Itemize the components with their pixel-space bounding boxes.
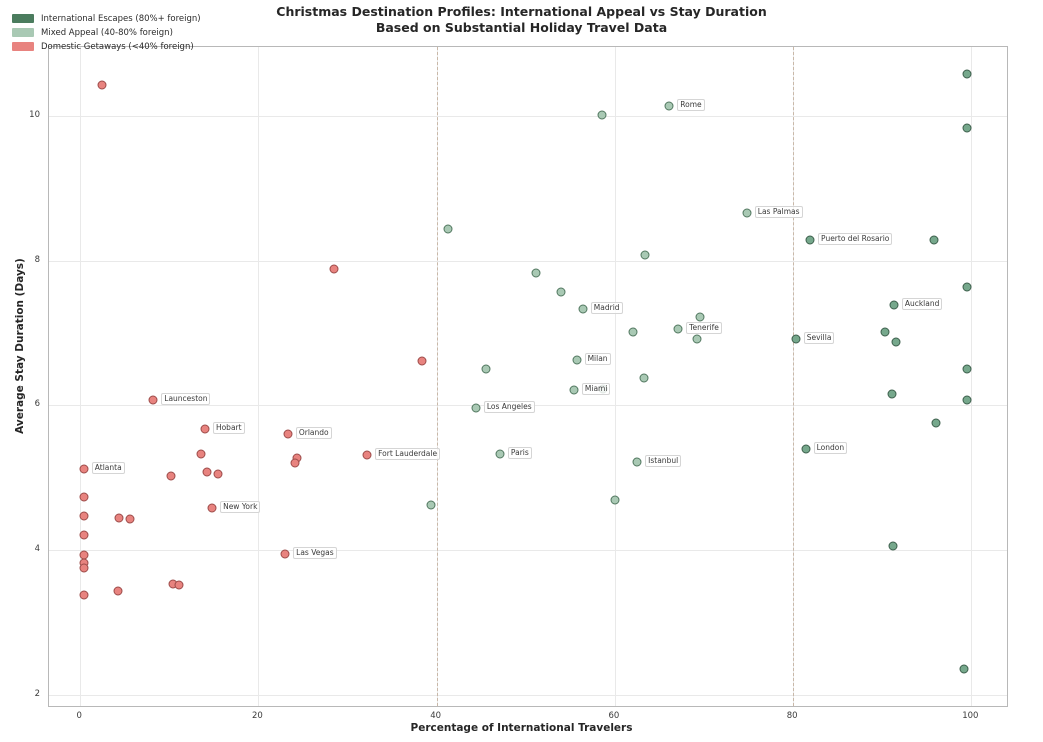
reference-line (793, 47, 794, 706)
scatter-point[interactable] (889, 300, 898, 309)
gridline-horizontal (49, 695, 1007, 696)
reference-line (437, 47, 438, 706)
point-label: Istanbul (645, 455, 681, 467)
scatter-point[interactable] (962, 283, 971, 292)
scatter-point[interactable] (929, 236, 938, 245)
legend-item[interactable] (12, 26, 201, 39)
scatter-point[interactable] (471, 403, 480, 412)
point-label: Atlanta (92, 462, 125, 474)
gridline-vertical (80, 47, 81, 706)
scatter-point[interactable] (962, 69, 971, 78)
scatter-point[interactable] (692, 334, 701, 343)
point-label: Los Angeles (484, 401, 535, 413)
scatter-point[interactable] (290, 459, 299, 468)
x-tick-label: 60 (608, 711, 620, 721)
scatter-point[interactable] (427, 501, 436, 510)
scatter-point[interactable] (633, 457, 642, 466)
scatter-point[interactable] (674, 324, 683, 333)
scatter-point[interactable] (888, 389, 897, 398)
scatter-point[interactable] (283, 429, 292, 438)
gridline-horizontal (49, 261, 1007, 262)
x-tick-label: 20 (252, 711, 263, 721)
scatter-point[interactable] (417, 356, 426, 365)
scatter-point[interactable] (610, 495, 619, 504)
point-label: Hobart (213, 422, 245, 434)
scatter-point[interactable] (200, 424, 209, 433)
legend-label: International Escapes (80%+ foreign) (41, 13, 201, 24)
scatter-point[interactable] (79, 512, 88, 521)
scatter-point[interactable] (202, 468, 211, 477)
scatter-point[interactable] (98, 81, 107, 90)
scatter-point[interactable] (197, 449, 206, 458)
y-tick-label: 4 (34, 544, 40, 555)
scatter-point[interactable] (363, 450, 372, 459)
x-tick-label: 100 (962, 711, 979, 721)
scatter-point[interactable] (931, 418, 940, 427)
scatter-point[interactable] (79, 563, 88, 572)
legend-swatch (12, 42, 34, 51)
point-label: Fort Lauderdale (375, 448, 440, 460)
chart-subtitle: Based on Substantial Holiday Travel Data (375, 20, 668, 35)
legend-swatch (12, 14, 34, 23)
scatter-point[interactable] (208, 504, 217, 513)
scatter-point[interactable] (578, 305, 587, 314)
scatter-point[interactable] (214, 470, 223, 479)
scatter-point[interactable] (801, 444, 810, 453)
scatter-point[interactable] (79, 493, 88, 502)
gridline-vertical (615, 47, 616, 706)
scatter-point[interactable] (532, 268, 541, 277)
scatter-point[interactable] (742, 208, 751, 217)
legend-swatch (12, 28, 34, 37)
scatter-point[interactable] (696, 313, 705, 322)
scatter-point[interactable] (79, 531, 88, 540)
scatter-point[interactable] (598, 111, 607, 120)
y-tick-label: 6 (34, 399, 40, 410)
point-label: Milan (585, 353, 611, 365)
point-label: New York (220, 501, 260, 513)
scatter-point[interactable] (572, 355, 581, 364)
scatter-point[interactable] (628, 327, 637, 336)
chart-legend (8, 10, 205, 56)
scatter-point[interactable] (79, 465, 88, 474)
scatter-point[interactable] (281, 549, 290, 558)
scatter-point[interactable] (557, 287, 566, 296)
y-tick-label: 10 (29, 109, 40, 120)
point-label: Madrid (591, 302, 623, 314)
y-tick-label: 8 (34, 254, 40, 265)
scatter-point[interactable] (149, 396, 158, 405)
gridline-horizontal (49, 550, 1007, 551)
scatter-point[interactable] (880, 327, 889, 336)
legend-label: Mixed Appeal (40-80% foreign) (41, 27, 173, 38)
scatter-point[interactable] (79, 591, 88, 600)
point-label: Miami (582, 383, 611, 395)
x-tick-label: 40 (430, 711, 442, 721)
point-label: Paris (508, 447, 532, 459)
point-label: Las Vegas (293, 547, 337, 559)
plot-area (48, 46, 1008, 707)
legend-item[interactable] (12, 40, 201, 53)
point-label: Sevilla (804, 332, 835, 344)
x-tick-label: 80 (786, 711, 798, 721)
scatter-point[interactable] (167, 472, 176, 481)
scatter-point[interactable] (113, 586, 122, 595)
y-axis-label: Average Stay Duration (Days) (14, 258, 26, 434)
point-label: Las Palmas (755, 206, 803, 218)
scatter-point[interactable] (888, 541, 897, 550)
scatter-point[interactable] (806, 236, 815, 245)
scatter-point[interactable] (641, 250, 650, 259)
point-label: Puerto del Rosario (818, 233, 892, 245)
scatter-point[interactable] (892, 338, 901, 347)
point-label: Orlando (296, 427, 332, 439)
scatter-point[interactable] (962, 365, 971, 374)
scatter-point[interactable] (640, 373, 649, 382)
scatter-point[interactable] (444, 224, 453, 233)
scatter-point[interactable] (960, 665, 969, 674)
gridline-vertical (258, 47, 259, 706)
gridline-vertical (971, 47, 972, 706)
scatter-point[interactable] (114, 513, 123, 522)
chart-title: Christmas Destination Profiles: International Appeal vs Stay Duration (276, 4, 767, 19)
point-label: Auckland (902, 298, 943, 310)
scatter-point[interactable] (962, 395, 971, 404)
point-label: London (814, 442, 848, 454)
legend-item[interactable] (12, 12, 201, 25)
scatter-point[interactable] (330, 265, 339, 274)
scatter-point[interactable] (481, 365, 490, 374)
scatter-point[interactable] (175, 581, 184, 590)
scatter-point[interactable] (962, 124, 971, 133)
legend-label: Domestic Getaways (<40% foreign) (41, 41, 194, 52)
scatter-point[interactable] (126, 515, 135, 524)
x-tick-label: 0 (76, 711, 82, 721)
x-axis-label: Percentage of International Travelers (410, 722, 633, 734)
scatter-point[interactable] (569, 385, 578, 394)
y-tick-label: 2 (34, 689, 40, 700)
scatter-point[interactable] (791, 334, 800, 343)
scatter-point[interactable] (665, 101, 674, 110)
point-label: Tenerife (686, 322, 722, 334)
gridline-horizontal (49, 116, 1007, 117)
scatter-point[interactable] (495, 449, 504, 458)
point-label: Rome (677, 99, 704, 111)
point-label: Launceston (161, 393, 210, 405)
